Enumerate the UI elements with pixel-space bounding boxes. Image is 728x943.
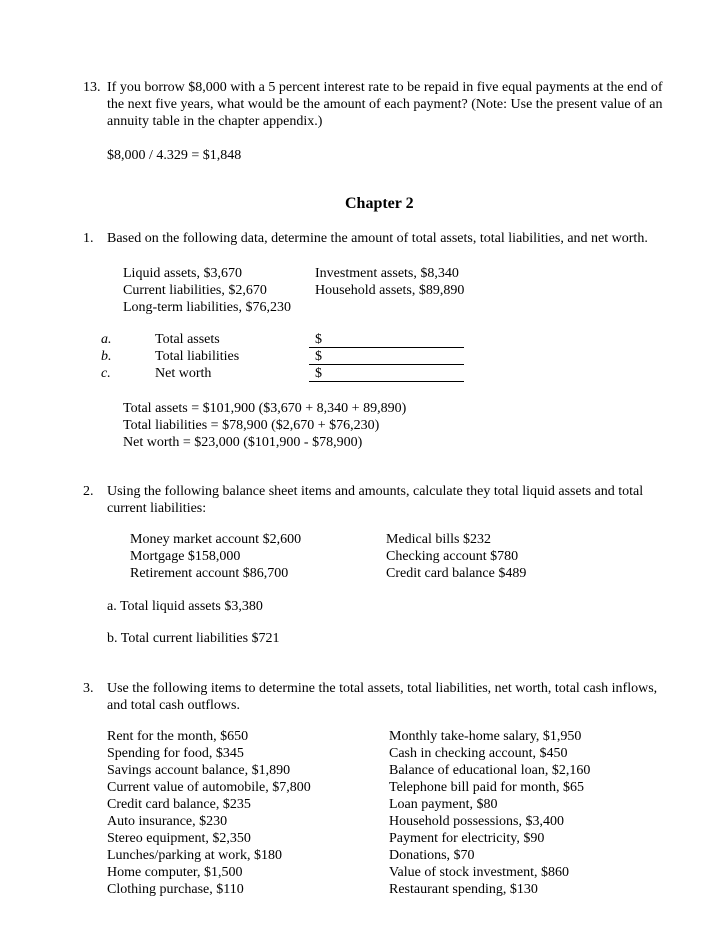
q1-data-right-1: Investment assets, $8,340 [315,266,459,281]
q13-text-line-3: annuity table in the chapter appendix.) [107,114,323,129]
q1-answer-1: Total assets = $101,900 ($3,670 + 8,340 + 89,890) [123,401,407,416]
q3-item-right-7: Payment for electricity, $90 [389,831,545,846]
q2-item-left-2: Mortgage $158,000 [130,549,241,564]
q1-data-left-1: Liquid assets, $3,670 [123,266,242,281]
q1-data-right-2: Household assets, $89,890 [315,283,465,298]
q3-item-right-5: Loan payment, $80 [389,797,498,812]
q3-item-left-1: Rent for the month, $650 [107,729,249,744]
q13-text-line-2: the next five years, what would be the amount of each payment? (Note: Use the present value of an [107,97,663,112]
q2-answer-a: a. Total liquid assets $3,380 [107,599,263,614]
q3-item-right-9: Value of stock investment, $860 [389,865,570,880]
q1-blank-c-letter-text: c. [101,366,111,381]
q2-answer-b: b. Total current liabilities $721 [107,631,280,646]
q3-item-left-9: Home computer, $1,500 [107,865,243,880]
q1-blank-c-letter [101,365,111,382]
q1-blank-a-letter [101,331,112,348]
q3-item-right-2: Cash in checking account, $450 [389,746,568,761]
q2-item-right-2: Checking account $780 [386,549,519,564]
q3-item-right-6: Household possessions, $3,400 [389,814,565,829]
q1-data-left-2: Current liabilities, $2,670 [123,283,267,298]
q3-item-left-5: Credit card balance, $235 [107,797,251,812]
q1-number: 1. [83,231,94,246]
q1-blank-b-label: Total liabilities [155,349,240,364]
q1-blank-a-label: Total assets [155,332,220,347]
q1-answer-2: Total liabilities = $78,900 ($2,670 + $76,230) [123,418,380,433]
q1-blank-c-answer-line [309,381,464,382]
q2-text-line-2: current liabilities: [107,501,207,516]
chapter-title: Chapter 2 [345,195,414,212]
q3-text-line-1: Use the following items to determine the total assets, total liabilities, net worth, total cash inflows, [107,681,658,696]
q3-item-left-3: Savings account balance, $1,890 [107,763,291,778]
q1-blank-b-prefix: $ [315,349,322,364]
q3-item-left-2: Spending for food, $345 [107,746,244,761]
q3-number: 3. [83,681,94,696]
q13-number: 13. [83,80,101,95]
q3-item-left-4: Current value of automobile, $7,800 [107,780,311,795]
q2-item-right-3: Credit card balance $489 [386,566,527,581]
q3-item-right-1: Monthly take-home salary, $1,950 [389,729,582,744]
q3-text-line-2: and total cash outflows. [107,698,240,713]
q1-blank-b-letter [101,348,112,365]
q13-text-line-1: If you borrow $8,000 with a 5 percent interest rate to be repaid in five equal payments at the end of [107,80,663,95]
q1-text: Based on the following data, determine the amount of total assets, total liabilities, and net worth. [107,231,648,246]
q1-data-left-3: Long-term liabilities, $76,230 [123,300,291,315]
q3-item-right-3: Balance of educational loan, $2,160 [389,763,591,778]
q2-item-left-1: Money market account $2,600 [130,532,302,547]
q3-item-left-8: Lunches/parking at work, $180 [107,848,282,863]
q3-item-right-8: Donations, $70 [389,848,475,863]
q13-answer: $8,000 / 4.329 = $1,848 [107,148,242,163]
q1-blank-a-answer-line [309,347,464,348]
q2-item-right-1: Medical bills $232 [386,532,491,547]
q1-answer-3: Net worth = $23,000 ($101,900 - $78,900) [123,435,363,450]
q1-blank-c-prefix: $ [315,366,322,381]
q3-item-right-4: Telephone bill paid for month, $65 [389,780,584,795]
q1-blank-a-letter-text: a. [101,332,112,347]
q3-item-right-10: Restaurant spending, $130 [389,882,538,897]
q1-blank-a-prefix: $ [315,332,322,347]
q2-item-left-3: Retirement account $86,700 [130,566,289,581]
q2-text-line-1: Using the following balance sheet items and amounts, calculate they total liquid assets and total [107,484,644,499]
q3-item-left-10: Clothing purchase, $110 [107,882,244,897]
q1-blank-b-letter-text: b. [101,349,112,364]
q1-blank-b-answer-line [309,364,464,365]
q1-blank-c-label: Net worth [155,366,212,381]
q3-item-left-7: Stereo equipment, $2,350 [107,831,251,846]
q3-item-left-6: Auto insurance, $230 [107,814,228,829]
q2-number: 2. [83,484,94,499]
